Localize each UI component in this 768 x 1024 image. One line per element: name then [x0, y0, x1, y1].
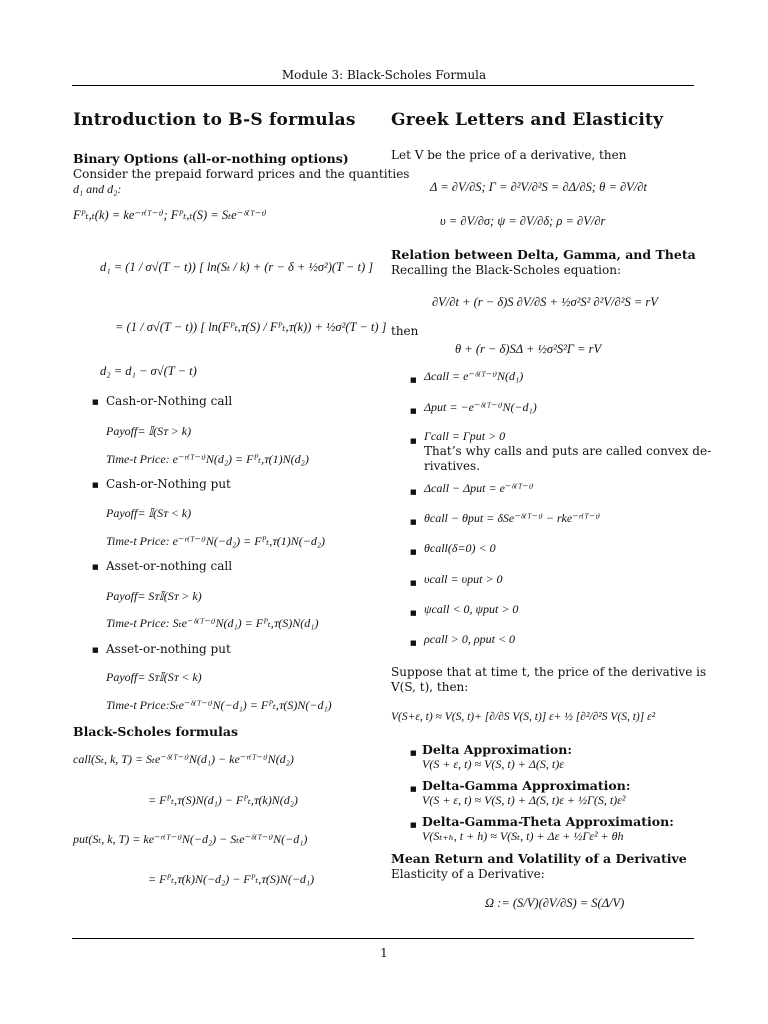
- bullet-icon: ■: [410, 488, 417, 496]
- bullet-icon: ■: [410, 579, 417, 587]
- relation-heading: Relation between Delta, Gamma, and Theta: [391, 247, 696, 262]
- list-item: θcall(δ=0) < 0: [424, 541, 496, 555]
- list-item: υcall = υput > 0: [424, 572, 503, 586]
- relation-then: then: [391, 324, 419, 338]
- list-item: Δcall − Δput = e⁻ᵟ⁽ᵀ⁻ᵗ⁾: [424, 481, 534, 495]
- black-scholes-pde: ∂V/∂t + (r − δ)S ∂V/∂S + ½σ²S² ∂²V/∂²S = rV: [432, 295, 658, 309]
- bullet-title: Asset-or-nothing call: [106, 559, 233, 573]
- payoff-line: Payoff= 𝕀(Sᴛ < k): [106, 506, 192, 520]
- mean-return-heading: Mean Return and Volatility of a Derivative: [391, 851, 687, 866]
- bullet-icon: ■: [410, 518, 417, 526]
- taylor-expansion: V(S+ε, t) ≈ V(S, t)+ [∂/∂S V(S, t)] ε+ ½ [∂²/∂²S V(S, t)] ε²: [391, 711, 656, 723]
- bullet-icon: ■: [410, 407, 417, 415]
- black-scholes-heading: Black-Scholes formulas: [73, 724, 239, 739]
- price-line: Time-t Price:Sₜe⁻ᵟ⁽ᵀ⁻ᵗ⁾N(−d₁) = Fᴾₜ,ᴛ(S)N(−d₁): [106, 698, 332, 712]
- suppose-line-1: Suppose that at time t, the price of the derivative is: [391, 665, 707, 679]
- binary-intro-line-2: d₁ and d₂:: [73, 182, 122, 196]
- list-item: ψcall < 0, ψput > 0: [424, 602, 519, 616]
- approximation-equation: V(Sₜ₊ₕ, t + h) ≈ V(Sₜ, t) + Δε + ½Γε² + θh: [422, 829, 624, 843]
- right-section-title: Greek Letters and Elasticity: [391, 110, 664, 130]
- approximation-equation: V(S + ε, t) ≈ V(S, t) + Δ(S, t)ε + ½Γ(S, t)ε²: [422, 793, 626, 807]
- convex-note-line-2: rivatives.: [424, 459, 481, 473]
- list-item: Γcall = Γput > 0: [424, 429, 506, 443]
- greeks-intro: Let V be the price of a derivative, then: [391, 148, 627, 162]
- bullet-icon: ■: [92, 398, 99, 406]
- approximation-title: Delta-Gamma-Theta Approximation:: [422, 814, 674, 829]
- list-item: θcall − θput = δSe⁻ᵟ⁽ᵀ⁻ᵗ⁾ − rke⁻ʳ⁽ᵀ⁻ᵗ⁾: [424, 511, 601, 525]
- binary-options-heading: Binary Options (all-or-nothing options): [73, 151, 349, 166]
- bullet-title: Asset-or-nothing put: [106, 642, 231, 656]
- bullet-icon: ■: [410, 609, 417, 617]
- bullet-title: Cash-or-Nothing call: [106, 394, 233, 408]
- greeks-second-row: υ = ∂V/∂σ; ψ = ∂V/∂δ; ρ = ∂V/∂r: [440, 214, 606, 228]
- approximation-title: Delta Approximation:: [422, 742, 572, 757]
- bullet-icon: ■: [92, 646, 99, 654]
- convex-note-line-1: That’s why calls and puts are called convex de-: [424, 444, 712, 458]
- header-rule: [72, 85, 694, 86]
- list-item: Δput = −e⁻ᵟ⁽ᵀ⁻ᵗ⁾N(−d₁): [424, 400, 537, 414]
- elasticity-formula: Ω := (S/V)(∂V/∂S) = S(Δ/V): [485, 896, 625, 910]
- approximation-title: Delta-Gamma Approximation:: [422, 778, 631, 793]
- list-item: ρcall > 0, ρput < 0: [424, 632, 516, 646]
- payoff-line: Payoff= Sᴛ𝕀(Sᴛ < k): [106, 670, 202, 684]
- call-formula: call(Sₜ, k, T) = Sₜe⁻ᵟ⁽ᵀ⁻ᵗ⁾N(d₁) − ke⁻ʳ⁽ᵀ⁻ᵗ⁾N(d₂): [73, 752, 294, 766]
- d1-forward-equation: = (1 / σ√(T − t)) [ ln(Fᴾₜ,ᴛ(S) / Fᴾₜ,ᴛ(k)) + ½σ²(T − t) ]: [115, 320, 387, 334]
- approximation-equation: V(S + ε, t) ≈ V(S, t) + Δ(S, t)ε: [422, 757, 564, 771]
- black-scholes-greek-form: θ + (r − δ)SΔ + ½σ²S²Γ = rV: [455, 342, 602, 356]
- bullet-icon: ■: [410, 749, 417, 757]
- bullet-icon: ■: [92, 481, 99, 489]
- bullet-icon: ■: [410, 785, 417, 793]
- running-header: Module 3: Black-Scholes Formula: [281, 68, 487, 82]
- bullet-icon: ■: [410, 548, 417, 556]
- d2-equation: d₂ = d₁ − σ√(T − t): [100, 364, 197, 378]
- bullet-icon: ■: [410, 437, 417, 445]
- relation-recall: Recalling the Black-Scholes equation:: [391, 263, 621, 277]
- bullet-icon: ■: [410, 376, 417, 384]
- left-section-title: Introduction to B-S formulas: [73, 110, 356, 130]
- suppose-line-2: V(S, t), then:: [391, 680, 469, 694]
- price-line: Time-t Price: Sₜe⁻ᵟ⁽ᵀ⁻ᵗ⁾N(d₁) = Fᴾₜ,ᴛ(S)N(d₁): [106, 616, 319, 630]
- bullet-title: Cash-or-Nothing put: [106, 477, 231, 491]
- binary-intro-line-1: Consider the prepaid forward prices and the quantities: [73, 167, 410, 181]
- put-formula: put(Sₜ, k, T) = ke⁻ʳ⁽ᵀ⁻ᵗ⁾N(−d₂) − Sₜe⁻ᵟ⁽ᵀ⁻ᵗ⁾N(−d₁): [73, 832, 308, 846]
- page-number: 1: [380, 946, 388, 960]
- greeks-first-row: Δ = ∂V/∂S; Γ = ∂²V/∂²S = ∂Δ/∂S; θ = ∂V/∂t: [430, 180, 647, 194]
- d1-equation: d₁ = (1 / σ√(T − t)) [ ln(Sₜ / k) + (r − δ + ½σ²)(T − t) ]: [100, 260, 374, 274]
- put-forward-formula: = Fᴾₜ,ᴛ(k)N(−d₂) − Fᴾₜ,ᴛ(S)N(−d₁): [148, 872, 315, 886]
- bullet-icon: ■: [92, 563, 99, 571]
- prepaid-forward-equation: Fᴾₜ,ₜ(k) = ke⁻ʳ⁽ᵀ⁻ᵗ⁾; Fᴾₜ,ₜ(S) = Sₜe⁻ᵟ⁽ᵀ⁻ᵗ⁾: [73, 208, 267, 222]
- payoff-line: Payoff= 𝕀(Sᴛ > k): [106, 424, 192, 438]
- payoff-line: Payoff= Sᴛ𝕀(Sᴛ > k): [106, 589, 202, 603]
- price-line: Time-t Price: e⁻ʳ⁽ᵀ⁻ᵗ⁾N(−d₂) = Fᴾₜ,ᴛ(1)N(−d₂): [106, 534, 326, 548]
- bullet-icon: ■: [410, 821, 417, 829]
- call-forward-formula: = Fᴾₜ,ᴛ(S)N(d₁) − Fᴾₜ,ᴛ(k)N(d₂): [148, 793, 298, 807]
- bullet-icon: ■: [410, 639, 417, 647]
- footer-rule: [72, 938, 694, 939]
- price-line: Time-t Price: e⁻ʳ⁽ᵀ⁻ᵗ⁾N(d₂) = Fᴾₜ,ᴛ(1)N(d₂): [106, 452, 309, 466]
- elasticity-label: Elasticity of a Derivative:: [391, 867, 545, 881]
- list-item: Δcall = e⁻ᵟ⁽ᵀ⁻ᵗ⁾N(d₁): [424, 369, 524, 383]
